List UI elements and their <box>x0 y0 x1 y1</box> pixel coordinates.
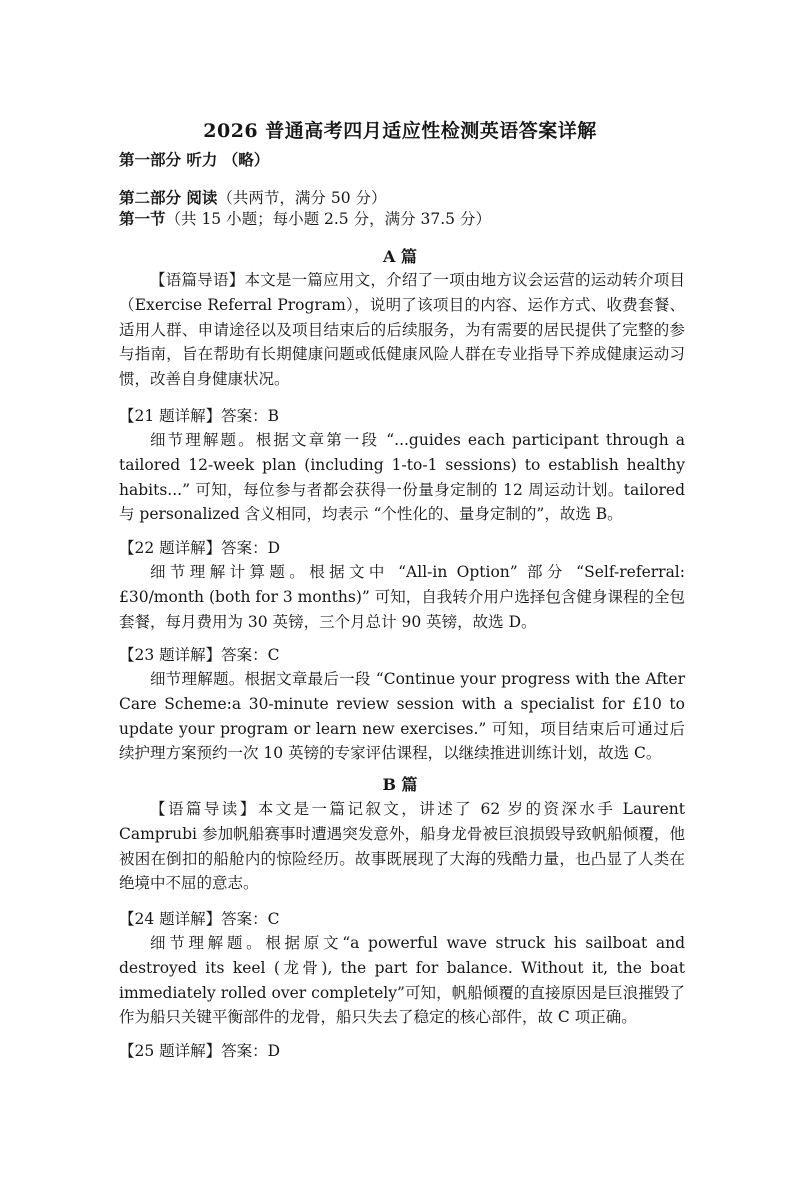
q24-explanation: 细节理解题。根据原文“a powerful wave struck his sailboat and destroyed its keel (龙骨), the part for balance. Without it, the boat immediately rolled over completely”可知，帆船倾覆的直接原因是巨浪摧毁了作为船只关键平衡部件的龙骨，船只失去了稳定的核心部件，故 C 项正确。 <box>119 934 685 1027</box>
passage-a-intro: 【语篇导语】本文是一篇应用文，介绍了一项由地方议会运营的运动转介项目（Exercise Referral Program），说明了该项目的内容、运作方式、收费套餐、适用人群、申请途径以及项目结束后的后续服务，为有需要的居民提供了完整的参与指南，旨在帮助有长期健康问题或低健康风险人群在专业指导下养成健康运动习惯，改善自身健康状况。 <box>119 271 685 389</box>
passage-b-title: B 篇 <box>382 775 418 794</box>
part2-heading-note: （共两节，满分 50 分） <box>217 189 387 207</box>
q23-explanation: 细节理解题。根据文章最后一段 “Continue your progress with the After Care Scheme:a 30-minute review session with a specialist for £10 to update your program or learn new exercises.” 可知，项目结束后可通过后续护理方案预约一次 10 英镑的专家评估课程，以继续推进训练计划，故选 C。 <box>119 670 685 763</box>
document-title: 2026 普通高考四月适应性检测英语答案详解 <box>203 120 597 142</box>
section1-heading-label: 第一节 <box>119 209 166 228</box>
q21-explanation: 细节理解题。根据文章第一段 “...guides each participant through a tailored 12-week plan (including 1-to-1 sessions) to establish healthy habits...” 可知，每位参与者都会获得一份量身定制的 12 周运动计划。tailored 与 personalized 含义相同，均表示 “个性化的、量身定制的”，故选 B。 <box>119 431 685 524</box>
q23-heading: 【23 题详解】答案：C <box>119 646 280 664</box>
part2-heading <box>119 187 386 209</box>
passage-a-title: A 篇 <box>383 247 417 266</box>
q25-heading: 【25 题详解】答案：D <box>119 1042 281 1060</box>
section1-heading-note: （共 15 小题；每小题 2.5 分，满分 37.5 分） <box>165 210 491 228</box>
q22-heading: 【22 题详解】答案：D <box>119 539 281 557</box>
part2-heading-label: 第二部分 阅读 <box>119 188 218 207</box>
q21-heading: 【21 题详解】答案：B <box>119 407 280 425</box>
part1-heading: 第一部分 听力 （略） <box>119 150 270 169</box>
passage-b-intro: 【语篇导读】本文是一篇记叙文，讲述了 62 岁的资深水手 Laurent Camprubi 参加帆船赛事时遭遇突发意外，船身龙骨被巨浪损毁导致帆船倾覆，他被困在倒扣的船舱内的惊险经历。故事既展现了大海的残酷力量，也凸显了人类在绝境中不屈的意志。 <box>119 800 685 893</box>
section1-heading <box>119 208 491 230</box>
q24-heading: 【24 题详解】答案：C <box>119 910 280 928</box>
q22-explanation: 细节理解计算题。根据文中 “All-in Option” 部分 “Self-referral: £30/month (both for 3 months)” 可知，自我转介用户选择包含健身课程的全包套餐，每月费用为 30 英镑，三个月总计 90 英镑，故选 D。 <box>119 563 685 631</box>
